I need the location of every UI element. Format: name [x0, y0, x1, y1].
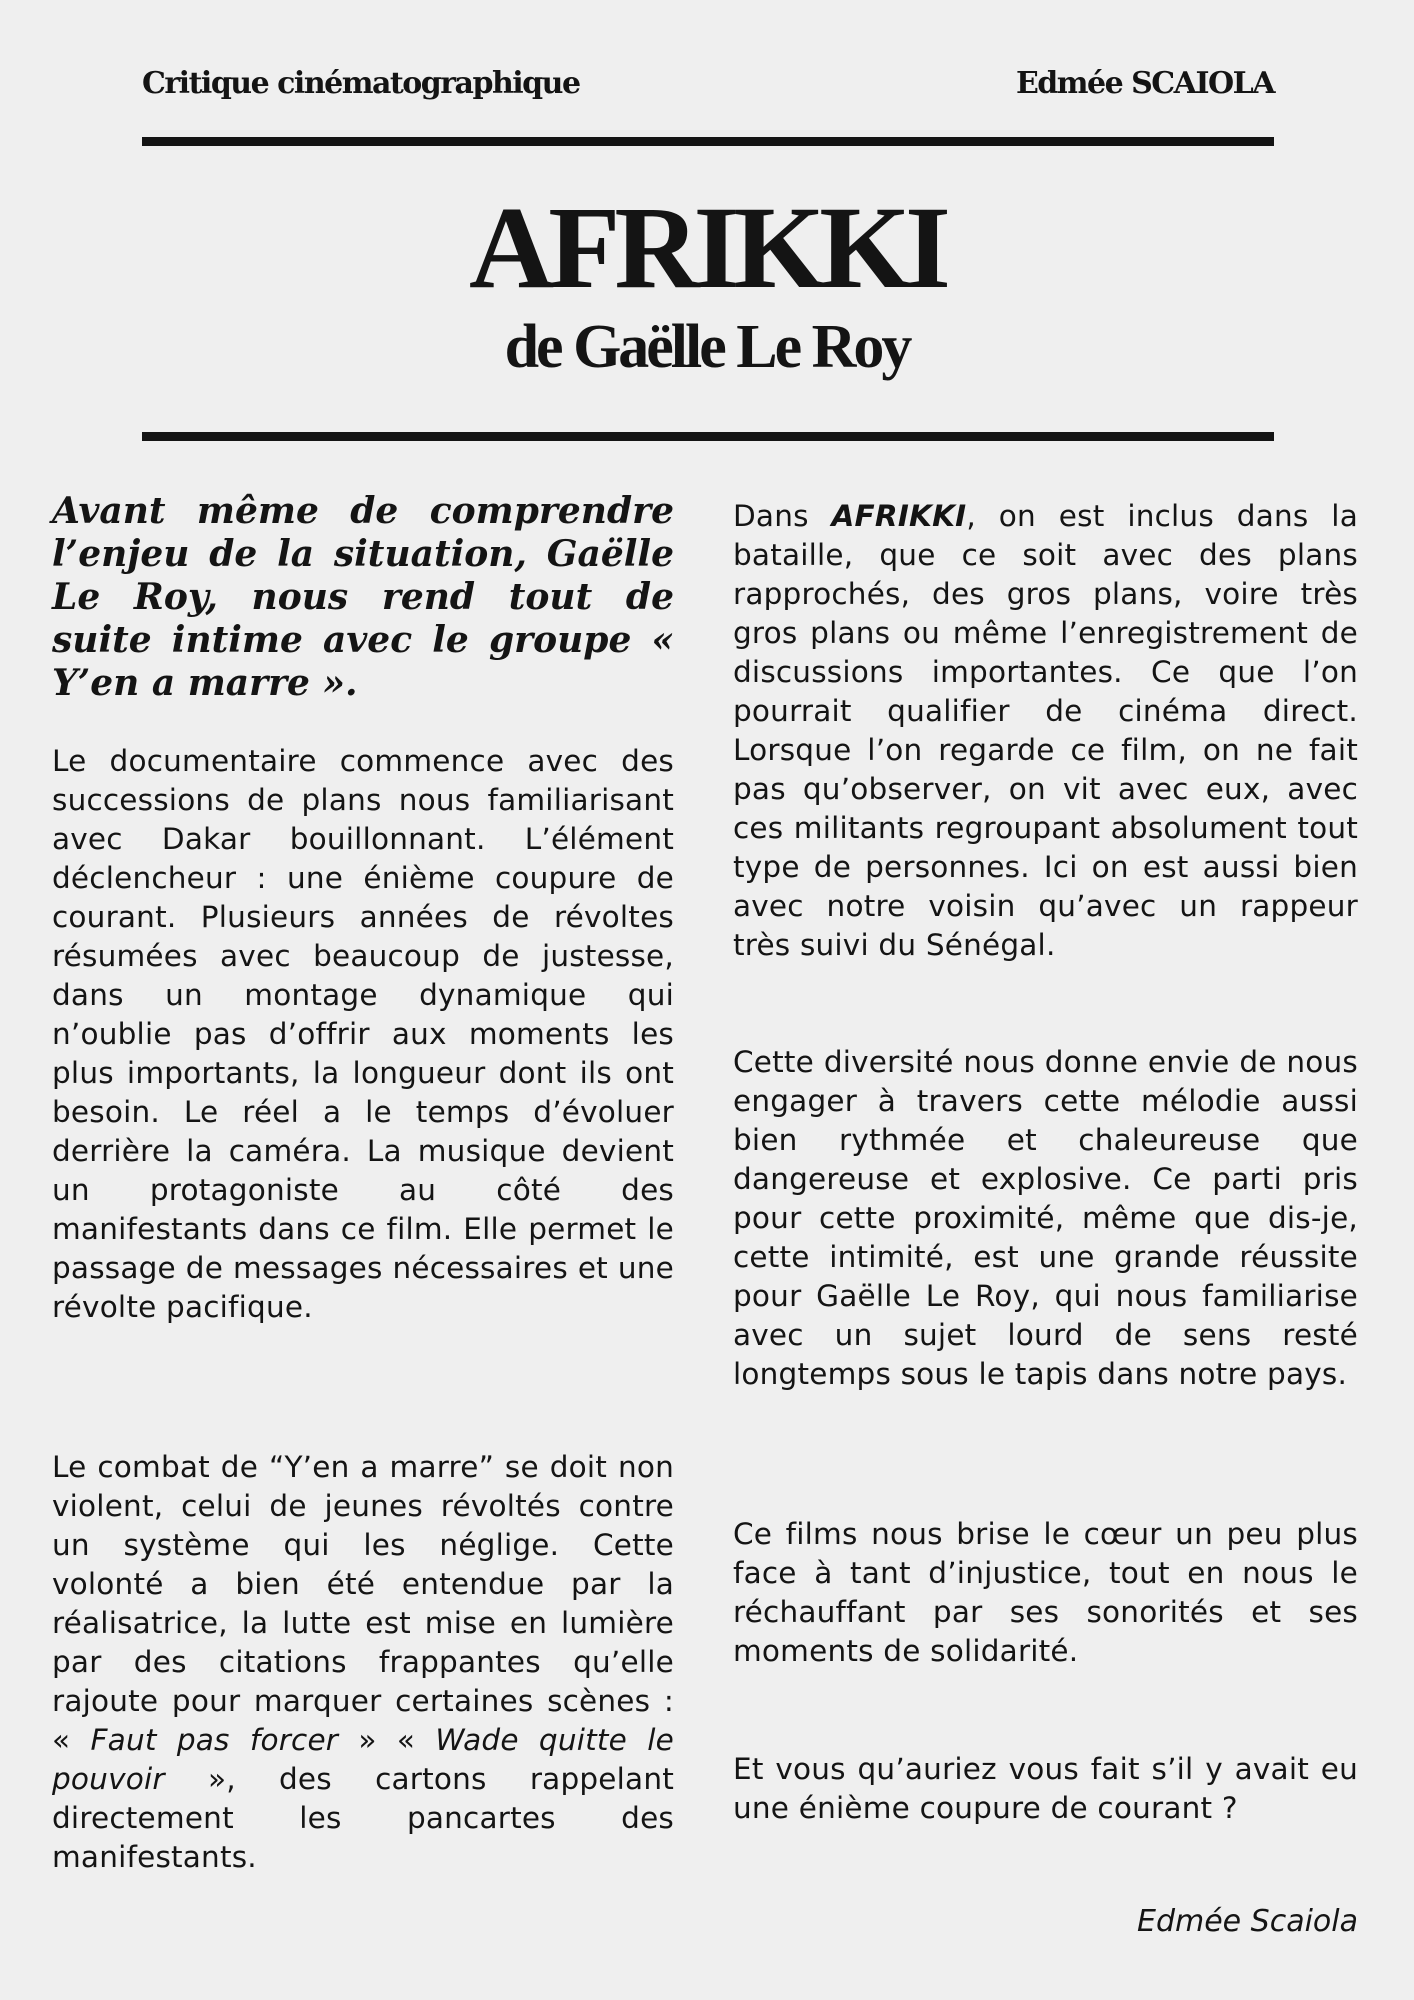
section-label: Critique cinématographique: [142, 66, 580, 101]
left-paragraph-2: [52, 1448, 674, 1877]
quote: Faut pas forcer: [90, 1723, 339, 1757]
page-title: AFRIKKI: [469, 182, 945, 313]
text: Dans: [733, 499, 832, 533]
page-subtitle: de Gaëlle Le Roy: [504, 313, 910, 381]
film-title: AFRIKKI: [831, 499, 967, 533]
header-author: Edmée SCAIOLA: [1015, 66, 1274, 101]
right-paragraph-3: Ce films nous brise le cœur un peu plus face à tant d’injustice, tout en nous le réchauffant par ses sonorités et ses moments de solidarité.: [733, 1517, 1358, 1668]
text: » «: [338, 1723, 436, 1757]
top-divider: [142, 137, 1274, 146]
bottom-divider: [142, 432, 1274, 441]
signature: Edmée Scaiola: [1136, 1904, 1358, 1939]
right-paragraph-2: Cette diversité nous donne envie de nous engager à travers cette mélodie aussi bien rythmée et chaleureuse que dangereuse et explosive. Ce parti pris pour cette proximité, même que dis-je, cette intimité, est une grande réussite pour Gaëlle Le Roy, qui nous familiarise avec un sujet lourd de sens resté longtemps sous le tapis dans notre pays.: [733, 1045, 1358, 1391]
right-paragraph-1: [733, 497, 1358, 965]
text: Le combat de “Y’en a marre” se doit non violent, celui de jeunes révoltés contre un système qui les néglige. Cette volonté a bien été entendue par la réalisatrice, la lutte est mise en lumière par des citations frappantes qu’elle rajoute pour marquer certaines scènes : «: [52, 1450, 674, 1757]
lead-paragraph: Avant même de comprendre l’enjeu de la situation, Gaëlle Le Roy, nous rend tout de suite intime avec le groupe « Y’en a marre ».: [52, 490, 674, 704]
quote: Wade quitte le pouvoir: [52, 1723, 675, 1796]
right-paragraph-4: Et vous qu’auriez vous fait s’il y avait eu une énième coupure de courant ?: [733, 1752, 1358, 1825]
text: », des cartons rappelant directement les pancartes des manifestants.: [52, 1762, 674, 1874]
text: , on est inclus dans la bataille, que ce soit avec des plans rapprochés, des gros plans, voire très gros plans ou même l’enregistrement de discussions importantes. Ce que l’on pourrait qualifier de cinéma direct. Lorsque l’on regarde ce film, on ne fait pas qu’observer, on vit avec eux, avec ces militants regroupant absolument tout type de personnes. Ici on est aussi bien avec notre voisin qu’avec un rappeur très suivi du Sénégal.: [733, 499, 1358, 962]
left-paragraph-1: Le documentaire commence avec des successions de plans nous familiarisant avec Dakar bouillonnant. L’élément déclencheur : une énième coupure de courant. Plusieurs années de révoltes résumées avec beaucoup de justesse, dans un montage dynamique qui n’oublie pas d’offrir aux moments les plus importants, la longueur dont ils ont besoin. Le réel a le temps d’évoluer derrière la caméra. La musique devient un protagoniste au côté des manifestants dans ce film. Elle permet le passage de messages nécessaires et une révolte pacifique.: [52, 744, 674, 1324]
